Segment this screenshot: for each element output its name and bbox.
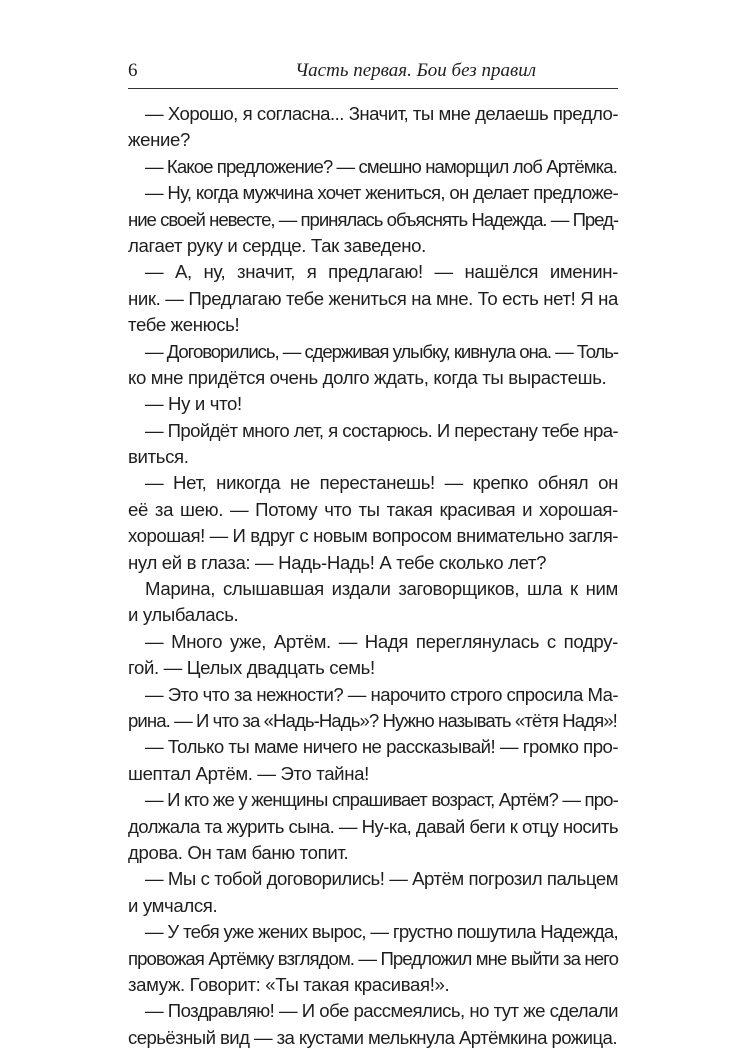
text-line: — Мы с тобой договорились! — Артём погрозил пальцем: [145, 868, 618, 890]
text-line: должала та журить сына. — Ну-ка, давай беги к отцу носить: [128, 815, 618, 837]
text-line: — А, ну, значит, я предлагаю! — нашёлся именин-: [145, 261, 618, 283]
text-line: — Ну, когда мужчина хочет жениться, он делает предложе-: [145, 182, 618, 204]
text-line: её за шею. — Потому что ты такая красивая и хорошая-: [128, 498, 618, 520]
text-line: рина. — И что за «Надь-Надь»? Нужно называть «тётя Надя»!: [128, 709, 617, 731]
text-line: — Поздравляю! — И обе рассмеялись, но тут же сделали: [145, 1000, 618, 1022]
text-line: тебе женюсь!: [128, 314, 240, 336]
text-line: — Хорошо, я согласна... Значит, ты мне делаешь предло-: [145, 103, 618, 124]
text-line: — Нет, никогда не перестанешь! — крепко обнял он: [145, 472, 618, 494]
text-line: жение?: [128, 129, 191, 151]
text-line: гой. — Целых двадцать семь!: [128, 657, 375, 679]
header-rule: [128, 88, 618, 89]
text-line: виться.: [128, 446, 189, 468]
text-line: — И кто же у женщины спрашивает возраст, Артём? — про-: [145, 789, 618, 811]
text-line: — У тебя уже жених вырос, — грустно пошутила Надежда,: [145, 921, 618, 943]
text-line: хорошая! — И вдруг с новым вопросом внимательно загля-: [128, 525, 618, 547]
text-line: серьёзный вид — за кустами мелькнула Артёмкина рожица.: [128, 1026, 617, 1048]
text-line: лагает руку и сердце. Так заведено.: [128, 234, 426, 256]
text-line: и улыбалась.: [128, 604, 239, 626]
text-line: ник. — Предлагаю тебе жениться на мне. То есть нет! Я на: [128, 287, 618, 309]
text-line: и умчался.: [128, 894, 218, 916]
text-line: замуж. Говорит: «Ты такая красивая!».: [128, 973, 450, 995]
text-line: ние своей невесте, — принялась объяснять Надежда. — Пред-: [128, 208, 618, 230]
text-line: — Это что за нежности? — нарочито строго спросила Ма-: [145, 683, 618, 705]
page-number: 6: [128, 60, 138, 81]
body-text: [128, 101, 618, 1051]
running-head: [128, 58, 618, 84]
text-line: нул ей в глаза: — Надь-Надь! А тебе сколько лет?: [128, 551, 547, 573]
text-line: — Только ты маме ничего не рассказывай! — громко про-: [145, 736, 618, 758]
text-line: — Договорились, — сдерживая улыбку, кивнула она. — Толь-: [145, 340, 618, 362]
text-line: — Какое предложение? — смешно наморщил лоб Артёмка.: [145, 155, 617, 177]
text-line: — Много уже, Артём. — Надя переглянулась с подру-: [145, 630, 618, 652]
text-line: провожая Артёмку взглядом. — Предложил мне выйти за него: [128, 947, 618, 969]
text-line: — Ну и что!: [145, 393, 242, 415]
text-line: — Пройдёт много лет, я состарюсь. И перестану тебе нра-: [145, 419, 618, 441]
text-line: ко мне придётся очень долго ждать, когда ты вырастешь.: [128, 366, 607, 388]
text-line: Марина, слышавшая издали заговорщиков, шла к ним: [145, 578, 618, 600]
text-line: шептал Артём. — Это тайна!: [128, 762, 369, 784]
running-title: Часть первая. Бои без правил: [295, 60, 536, 81]
text-line: дрова. Он там баню топит.: [128, 841, 349, 863]
